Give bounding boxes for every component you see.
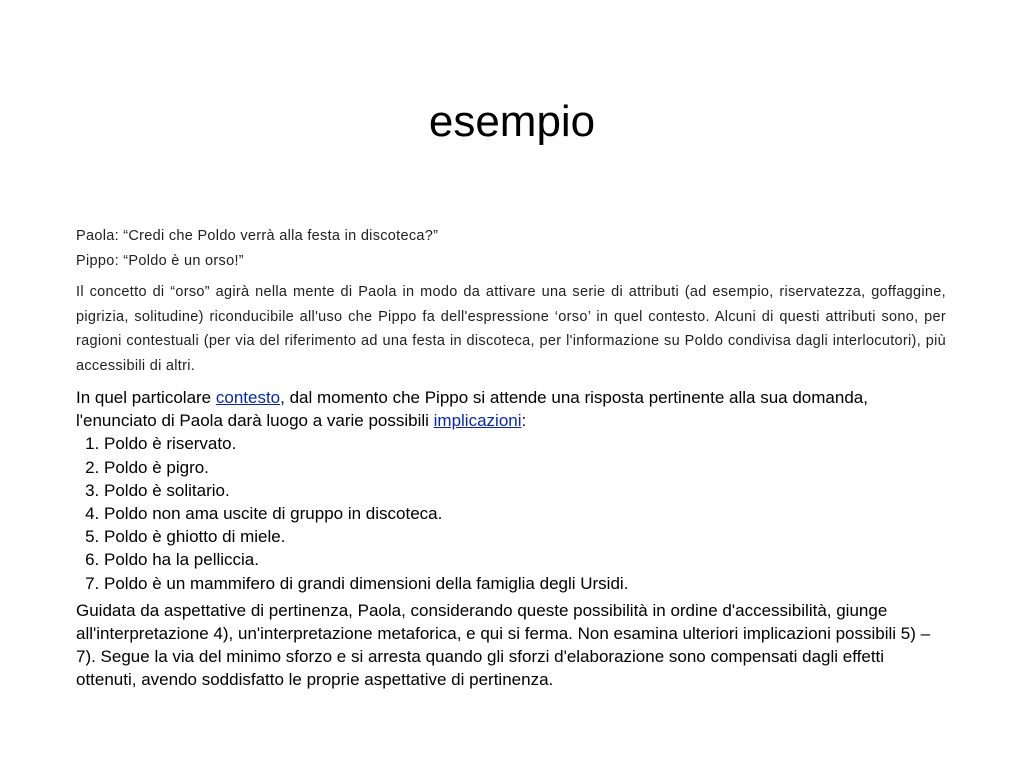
implicazioni-link[interactable]: implicazioni	[433, 411, 522, 431]
implication-item-2: 2. Poldo è pigro.	[104, 456, 946, 479]
context-text-1: In quel particolare	[76, 388, 216, 407]
implications-list	[76, 432, 946, 594]
implication-item-5: 5. Poldo è ghiotto di miele.	[104, 525, 946, 548]
conclusion-paragraph: Guidata da aspettative di pertinenza, Paola, considerando queste possibilità in ordine d'accessibilità, giunge all'interpretazione 4), un'interpretazione metaforica, e qui si ferma. Non esamina ulteriori implicazioni possibili 5) – 7). Segue la via del minimo sforzo e si arresta quando gli sforzi d'elaborazione sono compensati dagli effetti ottenuti, avendo soddisfatto le proprie aspettative di pertinenza.	[76, 600, 931, 690]
implication-item-4: 4. Poldo non ama uscite di gruppo in discoteca.	[104, 502, 946, 525]
context-text-3: :	[521, 411, 527, 431]
implication-item-1: 1. Poldo è riservato.	[104, 432, 946, 455]
implication-item-6: 6. Poldo ha la pelliccia.	[104, 548, 946, 571]
concept-paragraph: Il concetto di “orso” agirà nella mente di Paola in modo da attivare una serie di attributi (ad esempio, riservatezza, goffaggine, pigrizia, solitudine) riconducibile all'uso che Pippo fa dell'espressione ‘orso’ in quel contesto. Alcuni di questi attributi sono, per ragioni contestuali (per via del riferimento ad una festa in discoteca, per l'informazione su Poldo condivisa dagli interlocutori), più accessibili di altri.	[76, 284, 946, 374]
contesto-link[interactable]: contesto	[215, 388, 281, 407]
slide-title: esempio	[428, 97, 596, 146]
implication-item-3: 3. Poldo è solitario.	[104, 479, 946, 502]
context-paragraph	[76, 386, 946, 432]
slide-content	[76, 224, 946, 692]
implication-item-7: 7. Poldo è un mammifero di grandi dimensioni della famiglia degli Ursidi.	[104, 572, 946, 595]
dialogue-pippo: Pippo: “Poldo è un orso!”	[76, 253, 244, 269]
dialogue	[76, 224, 946, 274]
context-text-2: , dal momento che Pippo si attende una risposta pertinente alla sua domanda, l'enunciato di Paola darà luogo a varie possibili	[76, 388, 868, 431]
dialogue-paola: Paola: “Credi che Poldo verrà alla festa in discoteca?”	[76, 228, 439, 244]
